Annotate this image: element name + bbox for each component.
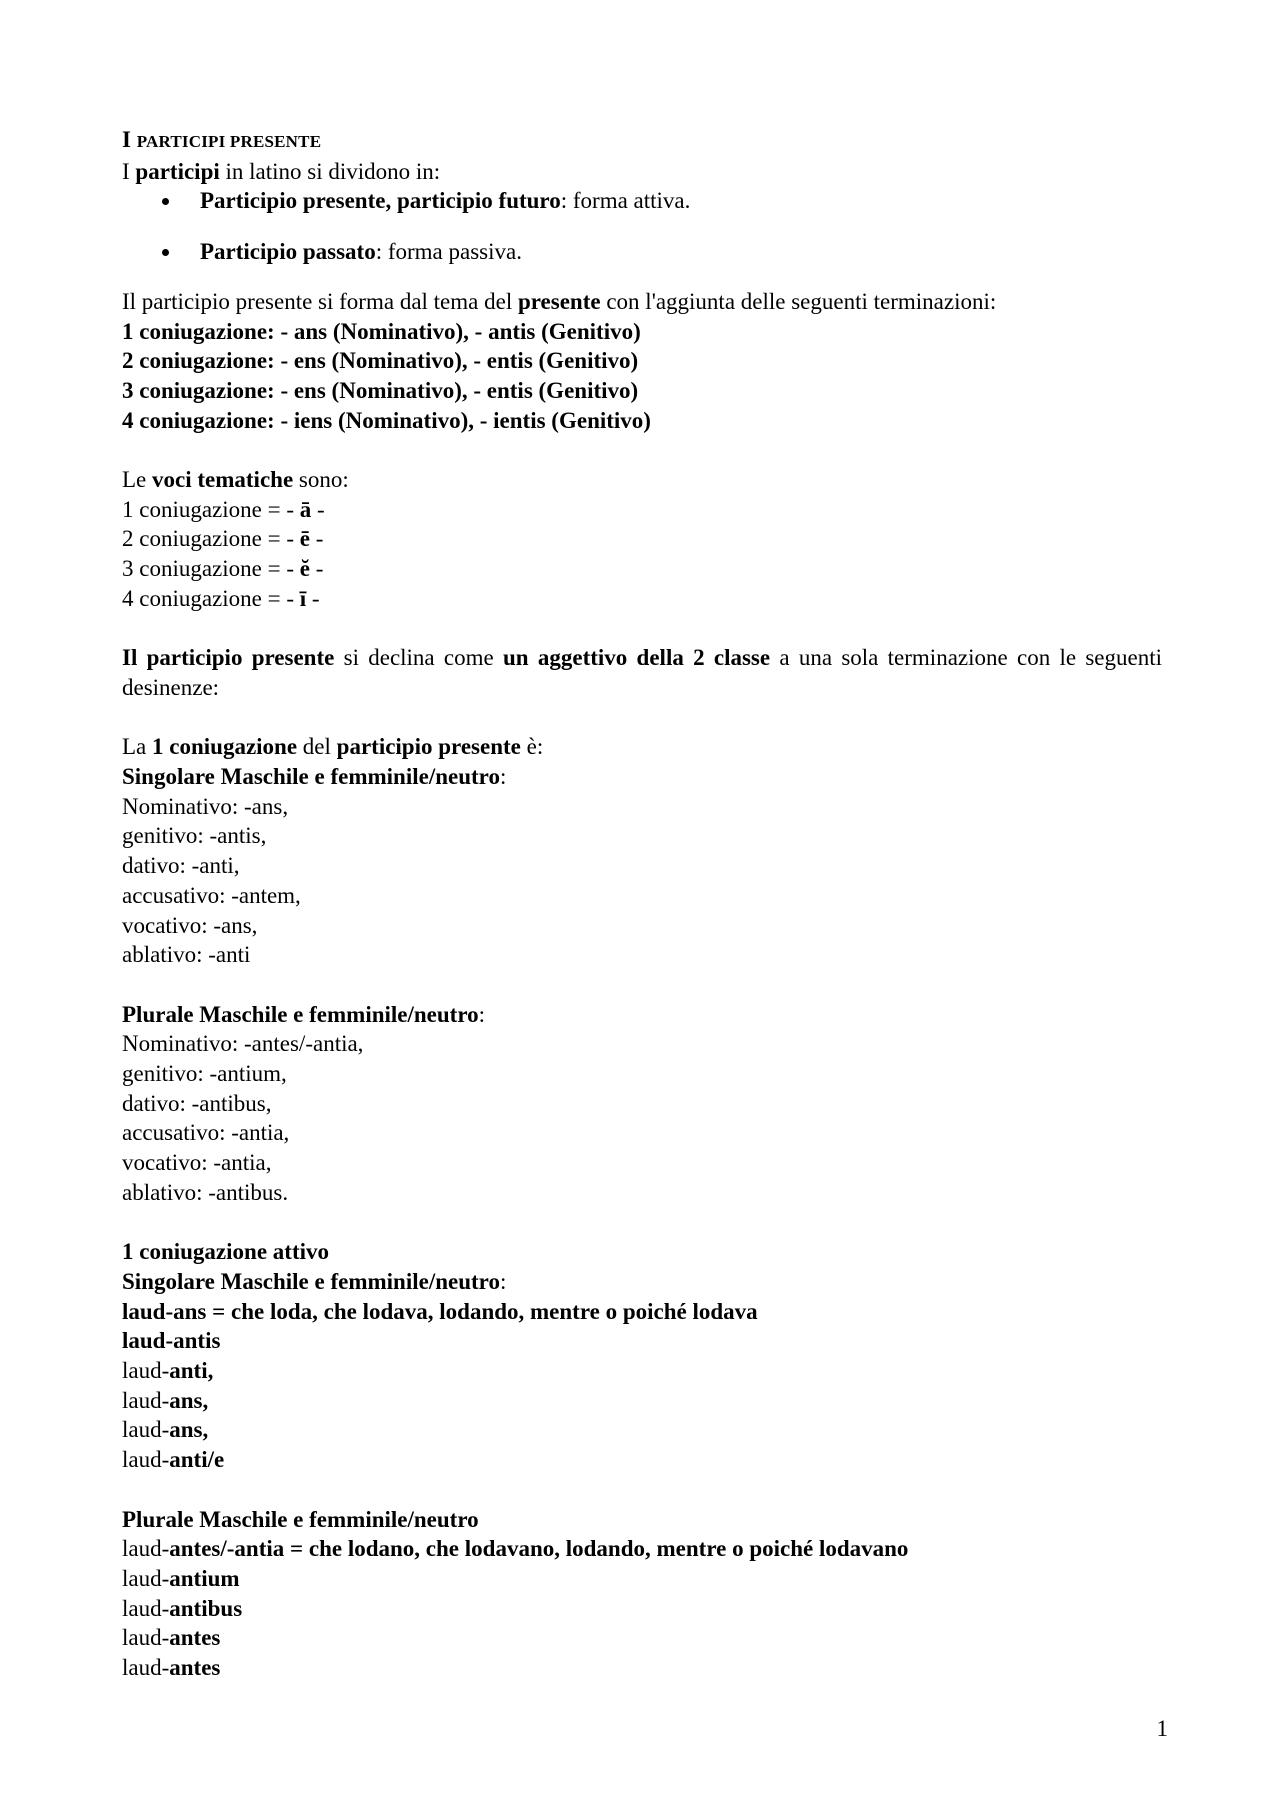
formation-text: Il participio presente si forma dal tema del xyxy=(122,288,518,314)
termination-text: 4 coniugazione: - iens (Nominativo), - ientis (Genitivo) xyxy=(122,407,651,433)
heading-bold: Plurale Maschile e femminile/neutro xyxy=(122,1001,479,1027)
thematic-intro-bold: voci tematiche xyxy=(152,467,294,493)
list-item-bold: Participio presente, participio futuro xyxy=(200,188,561,214)
blank-line xyxy=(122,435,1162,465)
formation-bold: presente xyxy=(517,288,601,314)
heading-bold: Singolare Maschile e femminile/neutro xyxy=(122,1268,500,1294)
thematic-intro-text-end: sono: xyxy=(293,467,349,493)
thematic-label: 1 coniugazione = - xyxy=(122,496,300,522)
thematic-label: 4 coniugazione = - xyxy=(122,585,300,611)
intro-text: del xyxy=(297,734,337,760)
conjugation-stem: laud- xyxy=(122,1536,170,1562)
blank-line xyxy=(122,614,1162,644)
thematic-line xyxy=(122,495,1162,525)
thematic-dash: - xyxy=(309,526,324,552)
conjugation-ending: ans, xyxy=(169,1417,209,1443)
active-heading xyxy=(122,1237,1162,1267)
conjugation-line xyxy=(122,1564,1162,1594)
conjugation-ending: antium xyxy=(169,1565,240,1591)
heading-colon: : xyxy=(499,1268,507,1294)
conjugation-line xyxy=(122,1653,1162,1683)
page-number: 1 xyxy=(1156,1716,1168,1741)
list-item-text: : forma passiva. xyxy=(375,239,522,265)
conjugation-stem: laud- xyxy=(122,1565,170,1591)
plural-heading xyxy=(122,1000,1162,1030)
formation-text-end: con l'aggiunta delle seguenti terminazioni: xyxy=(600,288,997,314)
blank-line xyxy=(122,1208,1162,1238)
thematic-line xyxy=(122,584,1162,614)
termination-text: 1 coniugazione: - ans (Nominativo), - antis (Genitivo) xyxy=(122,318,641,344)
conjugation-ending: antes/-antia = che lodano, che lodavano, lodando, mentre o poiché lodavano xyxy=(169,1536,909,1562)
blank-line xyxy=(122,970,1162,1000)
intro-text-end: in latino si dividono in: xyxy=(219,158,441,184)
intro-line xyxy=(122,157,1162,187)
conjugation-line xyxy=(122,1445,1162,1475)
ending-line: Nominativo: -antes/-antia, xyxy=(122,1031,364,1057)
blank-line xyxy=(122,703,1162,733)
thematic-vowel: ī xyxy=(299,585,307,611)
ending-line: ablativo: -anti xyxy=(122,942,251,968)
thematic-intro-text: Le xyxy=(122,467,153,493)
formation-line xyxy=(122,287,1162,317)
conjugation-stem: laud- xyxy=(122,1595,170,1621)
conjugation-ending: antibus xyxy=(169,1595,243,1621)
termination-line xyxy=(122,317,1162,347)
thematic-dash: - xyxy=(311,496,325,522)
declension-bold: Il participio presente xyxy=(122,645,335,671)
ending-line: accusativo: -antem, xyxy=(122,882,301,908)
conjugation-bold: laud-antis xyxy=(122,1328,221,1354)
declension-text: si declina come xyxy=(334,645,503,671)
thematic-label: 2 coniugazione = - xyxy=(122,526,300,552)
conjugation-stem: laud- xyxy=(122,1625,170,1651)
participle-list xyxy=(122,186,1162,266)
thematic-dash: - xyxy=(306,585,320,611)
list-item-bold: Participio passato xyxy=(200,239,376,265)
conjugation-line xyxy=(122,1356,1162,1386)
thematic-label: 3 coniugazione = - xyxy=(122,556,300,582)
termination-text: 2 coniugazione: - ens (Nominativo), - entis (Genitivo) xyxy=(122,348,639,374)
list-item xyxy=(122,237,1162,267)
conjugation-stem: laud- xyxy=(122,1358,170,1384)
heading-colon: : xyxy=(499,764,507,790)
conjugation-line xyxy=(122,1297,1162,1327)
list-item xyxy=(122,186,1162,216)
conjugation-stem: laud- xyxy=(122,1655,170,1681)
declension-paragraph xyxy=(122,643,1162,702)
section-title xyxy=(122,125,1162,157)
thematic-vowel: ē xyxy=(299,526,310,552)
ending-line: vocativo: -antia, xyxy=(122,1150,272,1176)
thematic-line xyxy=(122,524,1162,554)
conjugation-ending: antes xyxy=(169,1655,221,1681)
blank-line xyxy=(122,1475,1162,1505)
ending-line: vocativo: -ans, xyxy=(122,912,258,938)
conjugation-ending: anti, xyxy=(169,1358,214,1384)
conjugation-line xyxy=(122,1623,1162,1653)
conjugation-ending: antes xyxy=(169,1625,221,1651)
ending-line: ablativo: -antibus. xyxy=(122,1179,289,1205)
intro-bold: participi xyxy=(135,158,220,184)
ending-line: accusativo: -antia, xyxy=(122,1120,290,1146)
termination-text: 3 coniugazione: - ens (Nominativo), - entis (Genitivo) xyxy=(122,377,639,403)
conjugation-bold: laud-ans = che loda, che lodava, lodando, mentre o poiché lodava xyxy=(122,1298,758,1324)
declension-bold: un aggettivo della 2 classe xyxy=(503,645,771,671)
intro-bold: 1 coniugazione xyxy=(152,734,298,760)
heading-bold: 1 coniugazione attivo xyxy=(122,1239,329,1265)
conjugation-ending: anti/e xyxy=(169,1447,225,1473)
ending-line: genitivo: -antium, xyxy=(122,1061,287,1087)
conjugation-line xyxy=(122,1534,1162,1564)
conjugation-stem: laud- xyxy=(122,1447,170,1473)
heading-bold: Singolare Maschile e femminile/neutro xyxy=(122,764,500,790)
heading-bold: Plurale Maschile e femminile/neutro xyxy=(122,1506,479,1532)
heading-colon: : xyxy=(478,1001,486,1027)
conjugation-line xyxy=(122,1594,1162,1624)
conjugation-stem: laud- xyxy=(122,1417,170,1443)
singular-heading xyxy=(122,762,1162,792)
title-initial: I xyxy=(122,127,131,152)
active-singular-heading xyxy=(122,1267,1162,1297)
first-conj-intro xyxy=(122,732,1162,762)
ending-line: dativo: -antibus, xyxy=(122,1090,272,1116)
intro-text: La xyxy=(122,734,153,760)
ending-line: genitivo: -antis, xyxy=(122,823,267,849)
title-rest: PARTICIPI PRESENTE xyxy=(136,132,322,151)
ending-line: dativo: -anti, xyxy=(122,853,240,879)
conjugation-line xyxy=(122,1415,1162,1445)
thematic-intro xyxy=(122,465,1162,495)
intro-bold: participio presente xyxy=(336,734,521,760)
thematic-dash: - xyxy=(309,556,324,582)
thematic-line xyxy=(122,554,1162,584)
active-plural-heading xyxy=(122,1505,1162,1535)
termination-line xyxy=(122,376,1162,406)
conjugation-line xyxy=(122,1326,1162,1356)
thematic-vowel: ĕ xyxy=(299,556,310,582)
termination-line xyxy=(122,346,1162,376)
conjugation-line xyxy=(122,1386,1162,1416)
conjugation-ending: ans, xyxy=(169,1387,209,1413)
list-item-text: : forma attiva. xyxy=(560,188,691,214)
document-body xyxy=(122,125,1162,1683)
intro-text: I xyxy=(122,158,136,184)
declension-text: a una sola terminazione con le seguenti desinenze: xyxy=(122,645,1162,700)
thematic-vowel: ā xyxy=(299,496,312,522)
ending-line: Nominativo: -ans, xyxy=(122,793,289,819)
intro-text: è: xyxy=(520,734,544,760)
conjugation-stem: laud- xyxy=(122,1387,170,1413)
termination-line xyxy=(122,406,1162,436)
